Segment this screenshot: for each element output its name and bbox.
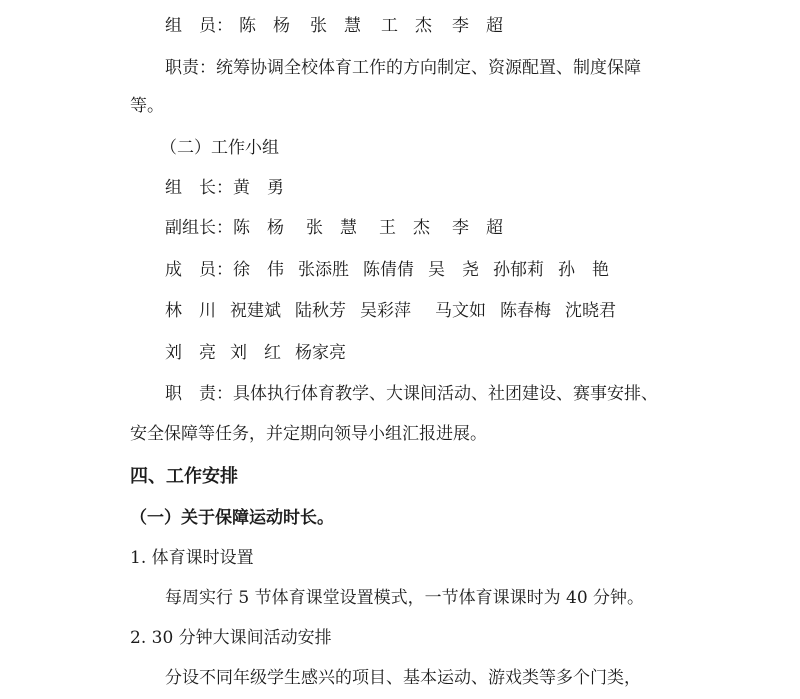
- member-name: 李 超: [452, 218, 503, 238]
- member-name: 陈 杨: [239, 16, 290, 36]
- member-name: 陆秋芳: [295, 301, 346, 321]
- member-name: 祝建斌: [230, 301, 281, 321]
- member-name: 王 杰: [379, 218, 430, 238]
- member-name: 工 杰: [381, 16, 432, 36]
- member-name: 陈春梅: [500, 301, 551, 321]
- member-name: 李 超: [452, 16, 503, 36]
- vice-leader-line: [165, 220, 503, 237]
- group-heading: （二）工作小组: [160, 138, 279, 158]
- member-name: 刘 红: [230, 343, 281, 363]
- subsection-1-title: （一）关于保障运动时长。: [130, 508, 334, 528]
- leader-label: 组 长：: [165, 178, 233, 198]
- member-name: 吴彩萍: [360, 301, 411, 321]
- members-top-label: 组 员：: [165, 16, 233, 36]
- member-name: 陈倩倩: [363, 260, 414, 280]
- member-name: 张 慧: [310, 16, 361, 36]
- item-2-title: 2. 30 分钟大课间活动安排: [130, 628, 332, 648]
- member-name: 马文如: [435, 301, 486, 321]
- duty-top-line2: 等。: [130, 96, 164, 116]
- member-name: 孙 艳: [558, 260, 609, 280]
- leader-name: 黄 勇: [233, 178, 284, 198]
- section-4-title: 四、工作安排: [130, 466, 238, 487]
- duty-group-line1: 职 责：具体执行体育教学、大课间活动、社团建设、赛事安排、: [165, 384, 658, 404]
- item-1-title: 1. 体育课时设置: [130, 548, 254, 568]
- member-name: 沈晓君: [565, 301, 616, 321]
- item-1-text: 每周实行 5 节体育课堂设置模式，一节体育课课时为 40 分钟。: [165, 588, 645, 608]
- member-name: 吴 尧: [428, 260, 479, 280]
- members-label: 成 员：: [165, 260, 233, 280]
- member-name: 陈 杨: [233, 218, 284, 238]
- member-name: 刘 亮: [165, 343, 216, 363]
- item-2-text: 分设不同年级学生感兴的项目、基本运动、游戏类等多个门类，: [165, 668, 641, 688]
- members-row-2: [165, 303, 616, 320]
- member-name: 孙郁莉: [493, 260, 544, 280]
- duty-top-line1: 职责：统筹协调全校体育工作的方向制定、资源配置、制度保障: [165, 58, 641, 78]
- members-top-line: [165, 18, 503, 35]
- vice-leader-label: 副组长：: [165, 218, 233, 238]
- members-row-1: [165, 262, 609, 279]
- members-row-3: [165, 345, 346, 362]
- member-name: 杨家亮: [295, 343, 346, 363]
- member-name: 张 慧: [306, 218, 357, 238]
- member-name: 徐 伟: [233, 260, 284, 280]
- leader-line: [165, 180, 284, 197]
- member-name: 张添胜: [298, 260, 349, 280]
- duty-group-line2: 安全保障等任务，并定期向领导小组汇报进展。: [130, 424, 487, 444]
- member-name: 林 川: [165, 301, 216, 321]
